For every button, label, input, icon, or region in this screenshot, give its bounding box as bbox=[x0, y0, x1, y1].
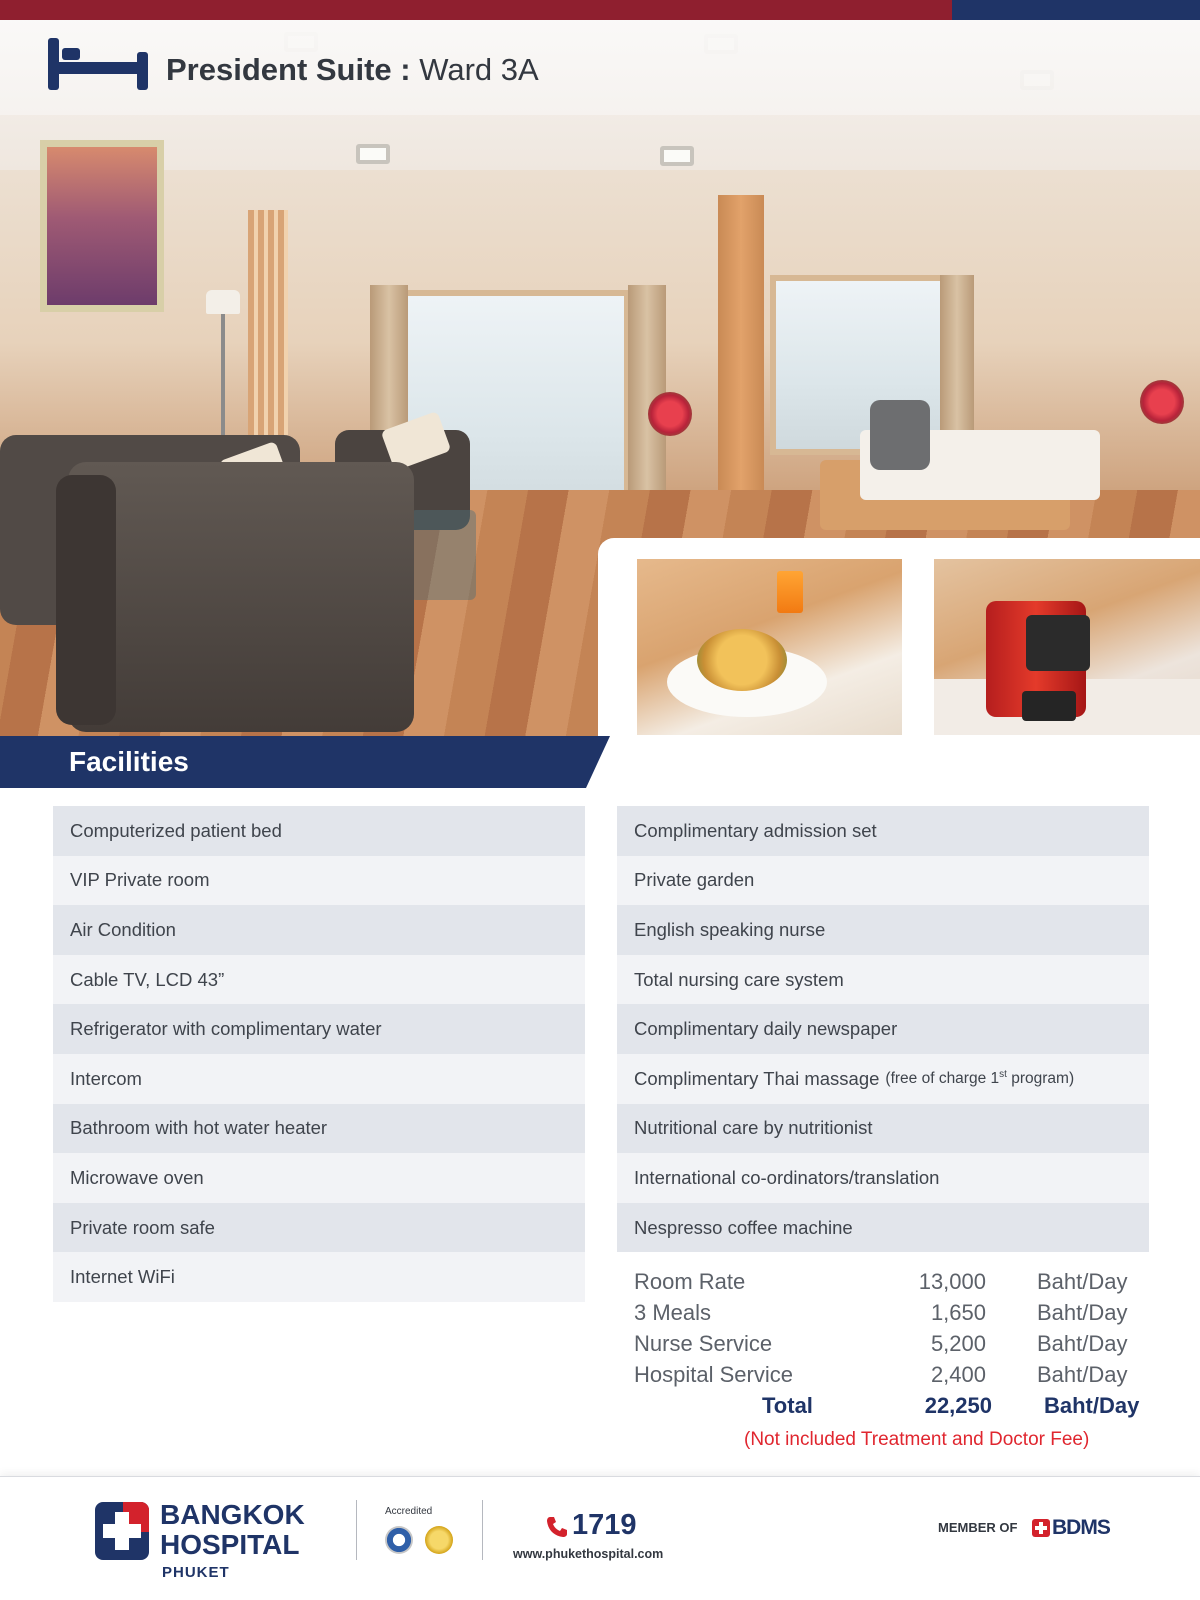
facility-item: Nespresso coffee machine bbox=[617, 1203, 1149, 1253]
rate-amount: 1,650 bbox=[930, 1300, 986, 1325]
rate-row-nurse bbox=[634, 1328, 1158, 1359]
facility-item: Private garden bbox=[617, 856, 1149, 906]
rate-amount: 2,400 bbox=[930, 1362, 986, 1387]
rate-row-total bbox=[634, 1390, 1158, 1421]
page-title-ward: Ward 3A bbox=[419, 52, 539, 87]
bed-icon bbox=[48, 38, 148, 90]
facility-item: Microwave oven bbox=[53, 1153, 585, 1203]
accredited-label: Accredited bbox=[385, 1506, 433, 1517]
facility-item: Bathroom with hot water heater bbox=[53, 1104, 585, 1154]
photo-armchair bbox=[870, 400, 930, 470]
website-link[interactable]: www.phukethospital.com bbox=[513, 1547, 664, 1561]
rate-unit: Baht/Day bbox=[1037, 1300, 1128, 1325]
photo-sofa-arm bbox=[56, 475, 116, 725]
rate-label: Nurse Service bbox=[634, 1331, 773, 1356]
photo-flowers bbox=[1140, 380, 1184, 424]
logo-text-hospital: HOSPITAL bbox=[160, 1529, 300, 1560]
facility-item: Complimentary admission set bbox=[617, 806, 1149, 856]
rate-amount: 13,000 bbox=[918, 1269, 986, 1294]
facility-item: Private room safe bbox=[53, 1203, 585, 1253]
facility-item: Nutritional care by nutritionist bbox=[617, 1104, 1149, 1154]
phone-number[interactable]: 1719 bbox=[572, 1509, 637, 1541]
bdms-logo-text: BDMS bbox=[1052, 1516, 1110, 1539]
photo-wall-painting bbox=[40, 140, 164, 312]
rate-row-hospital bbox=[634, 1359, 1158, 1390]
massage-note-start: (free of charge 1 bbox=[885, 1070, 1000, 1088]
total-amount: 22,250 bbox=[924, 1393, 992, 1418]
footer-divider bbox=[482, 1500, 483, 1560]
facilities-heading: Facilities bbox=[69, 746, 189, 777]
photo-lamp-shade bbox=[206, 290, 240, 314]
gold-award-seal-icon bbox=[425, 1526, 453, 1554]
rate-unit: Baht/Day bbox=[1037, 1331, 1128, 1356]
photo-pineapple-rice bbox=[697, 629, 787, 691]
total-unit: Baht/Day bbox=[1044, 1393, 1140, 1418]
facility-item: Total nursing care system bbox=[617, 955, 1149, 1005]
photo-leather-sofa bbox=[68, 462, 414, 732]
top-accent-bar-red bbox=[0, 0, 952, 20]
facility-item-label: Complimentary Thai massage bbox=[634, 1067, 880, 1089]
accreditation-seal-icon bbox=[385, 1526, 413, 1554]
facility-item-massage bbox=[617, 1054, 1149, 1104]
coffee-machine-photo bbox=[934, 559, 1200, 735]
rate-label: Hospital Service bbox=[634, 1362, 793, 1387]
ceiling-light bbox=[356, 144, 390, 164]
rate-unit: Baht/Day bbox=[1037, 1362, 1128, 1387]
facility-item: Intercom bbox=[53, 1054, 585, 1104]
photo-flowers bbox=[648, 392, 692, 436]
footer-divider bbox=[356, 1500, 357, 1560]
rate-label: Room Rate bbox=[634, 1269, 746, 1294]
photo-orange-juice bbox=[777, 571, 803, 613]
rate-row-meals bbox=[634, 1297, 1158, 1328]
facility-item: Refrigerator with complimentary water bbox=[53, 1004, 585, 1054]
phone-icon bbox=[545, 1515, 569, 1539]
facility-item: Cable TV, LCD 43” bbox=[53, 955, 585, 1005]
rate-row-room bbox=[634, 1266, 1158, 1297]
facility-item: VIP Private room bbox=[53, 856, 585, 906]
rate-table bbox=[634, 1266, 1158, 1421]
fee-disclaimer: (Not included Treatment and Doctor Fee) bbox=[744, 1429, 1090, 1450]
top-accent-bar-navy bbox=[952, 0, 1200, 20]
rate-unit: Baht/Day bbox=[1037, 1269, 1128, 1294]
hospital-cross-logo-icon bbox=[95, 1502, 149, 1560]
massage-note bbox=[885, 1069, 1074, 1088]
facility-item: English speaking nurse bbox=[617, 905, 1149, 955]
facility-item: Complimentary daily newspaper bbox=[617, 1004, 1149, 1054]
photo-machine-panel bbox=[1026, 615, 1090, 671]
ceiling-light bbox=[660, 146, 694, 166]
facility-item: Internet WiFi bbox=[53, 1252, 585, 1302]
massage-note-ordinal: st bbox=[999, 1069, 1007, 1081]
rate-label: 3 Meals bbox=[634, 1300, 712, 1325]
photo-glass-table bbox=[410, 510, 476, 600]
logo-text-phuket: PHUKET bbox=[162, 1564, 230, 1581]
facility-item: International co-ordinators/translation bbox=[617, 1153, 1149, 1203]
massage-note-end: program) bbox=[1006, 1070, 1075, 1088]
photo-machine-base bbox=[1022, 691, 1076, 721]
total-label: Total bbox=[762, 1393, 813, 1418]
bdms-cross-icon bbox=[1032, 1519, 1050, 1537]
facilities-list-left bbox=[53, 806, 585, 1302]
facility-item: Computerized patient bed bbox=[53, 806, 585, 856]
rate-amount: 5,200 bbox=[930, 1331, 986, 1356]
member-of-label: MEMBER OF bbox=[938, 1520, 1018, 1535]
page-title-bold: President Suite : bbox=[166, 52, 411, 87]
facilities-list-right bbox=[617, 806, 1149, 1252]
meal-photo bbox=[637, 559, 902, 735]
logo-text-bangkok: BANGKOK bbox=[160, 1499, 305, 1530]
page-title bbox=[166, 50, 539, 90]
facility-item: Air Condition bbox=[53, 905, 585, 955]
